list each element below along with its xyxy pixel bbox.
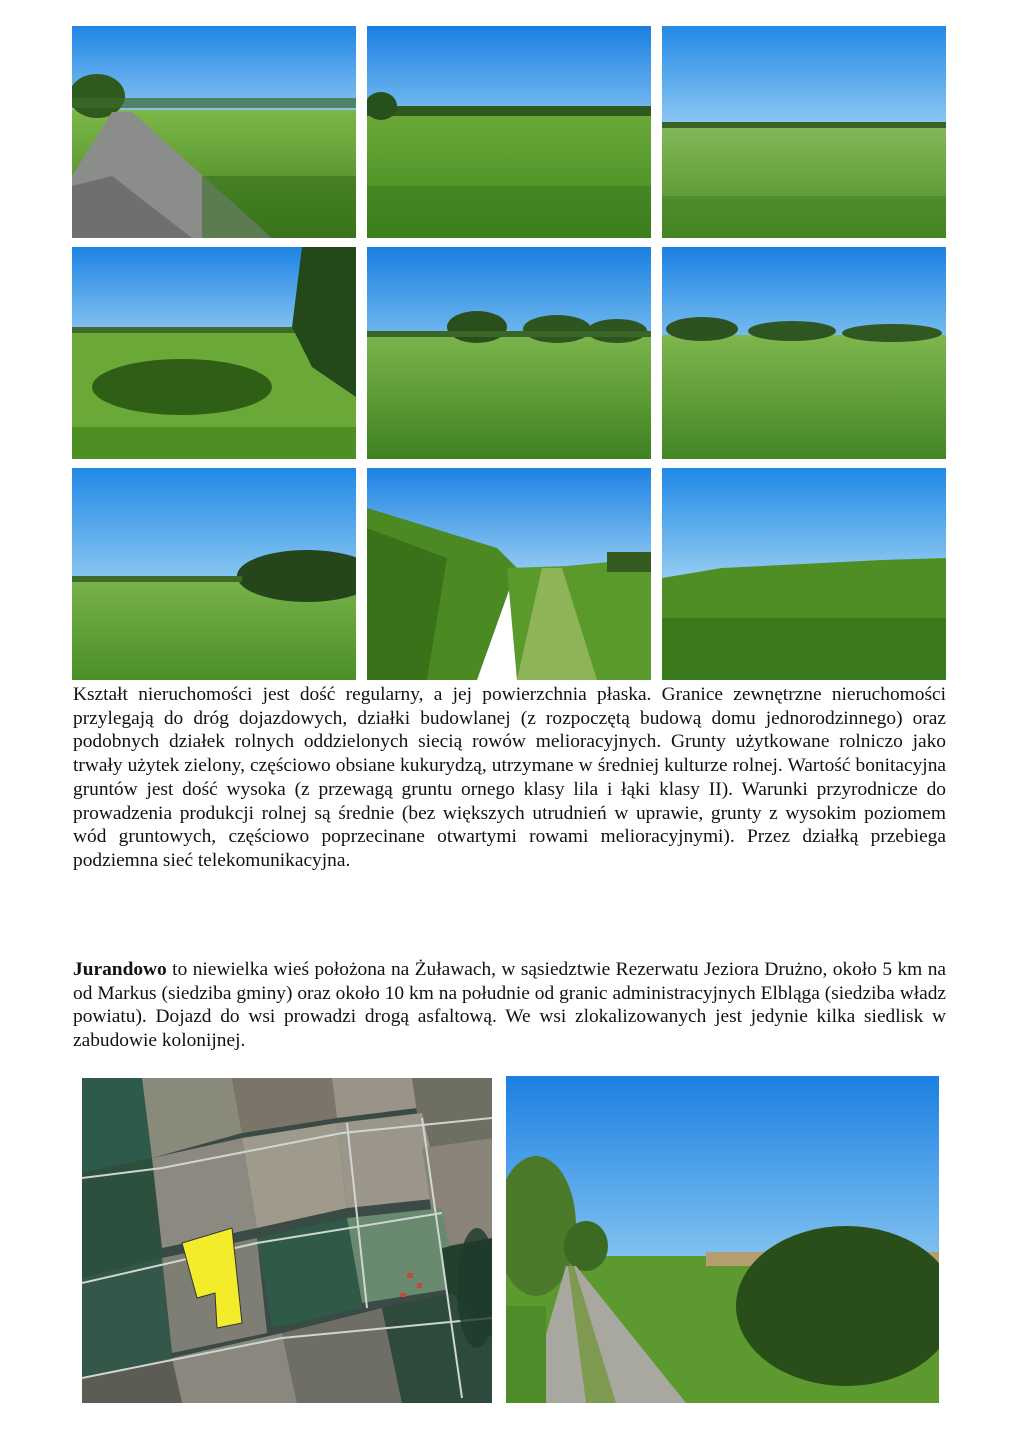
photo-concrete-road (506, 1076, 939, 1403)
photo-grid (72, 26, 946, 680)
village-text: to niewielka wieś położona na Żuławach, w sąsiedztwie Rezerwatu Jeziora Drużno, około 5 km na od Markus (siedziba gminy) oraz około 10 km na południe od granic administracyjnych Elbląga (siedziba władz powiatu). Dojazd do wsi prowadzi drogą asfaltową. We wsi zlokalizowanych jest jedynie kilka siedlisk w zabudowie kolonijnej. (73, 959, 946, 1052)
paragraph-village-description (73, 958, 946, 1053)
photo-meadow-1 (367, 26, 651, 238)
village-name: Jurandowo (73, 959, 167, 980)
paragraph-property-description: Kształt nieruchomości jest dość regularny, a jej powierzchnia płaska. Granice zewnętrzne nieruchomości przylegają do dróg dojazdowych, działki budowlanej (z rozpoczętą budową domu jednorodzinnego) oraz podobnych działek rolnych oddzielonych siecią rowów melioracyjnych. Grunty użytkowane rolniczo jako trwały użytek zielony, częściowo obsiane kukurydzą, utrzymane w średniej kulturze rolnej. Wartość bonitacyjna gruntów jest dość wysoka (z przewagą gruntu ornego klasy lila i łąki klasy II). Warunki przyrodnicze do prowadzenia produkcji rolnej są średnie (bez większych utrudnień w uprawie, grunty z wysokim poziomem wód gruntowych, częściowo poprzecinane otwartymi rowami melioracyjnymi). Przez działką przebiega podziemna sieć telekomunikacyjna. (73, 684, 946, 871)
photo-ditch (72, 247, 356, 459)
photo-meadow-shrubs (72, 468, 356, 680)
photo-meadow-4 (662, 247, 946, 459)
photo-meadow-2 (662, 26, 946, 238)
photo-corn-field (662, 468, 946, 680)
photo-meadow-3 (367, 247, 651, 459)
photo-corn-path (367, 468, 651, 680)
photo-field-road (72, 26, 356, 238)
aerial-parcel-map (82, 1078, 492, 1403)
